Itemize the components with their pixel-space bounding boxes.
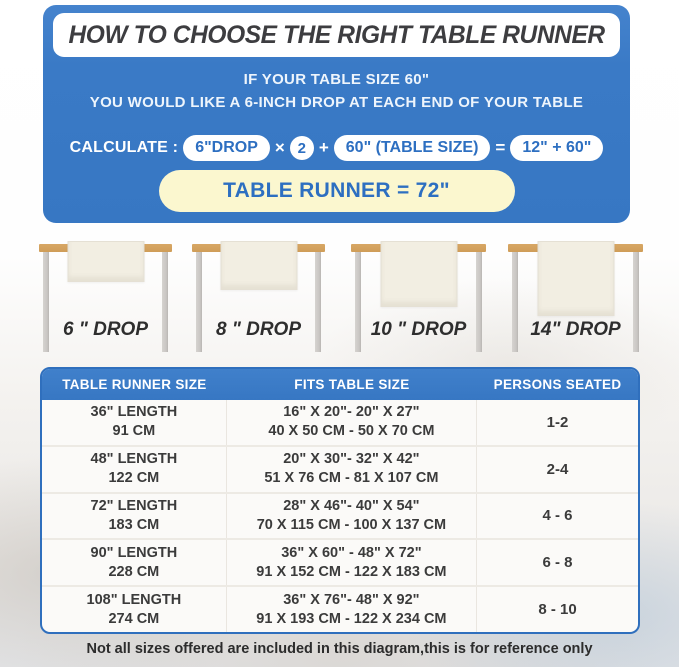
fits-size-in: 36" X 60" - 48" X 72" <box>281 544 422 561</box>
drop-label: 6 " DROP <box>62 319 149 340</box>
table-runner-cloth <box>537 241 614 316</box>
fits-size-in: 36" X 76"- 48" X 92" <box>283 591 420 608</box>
table-size-pill: 60" (TABLE SIZE) <box>334 135 491 161</box>
runner-size-in: 90" LENGTH <box>90 544 178 561</box>
runner-size-in: 72" LENGTH <box>90 497 178 514</box>
table-row <box>42 492 638 539</box>
runner-size-cm: 274 CM <box>108 610 160 627</box>
sum-result-pill: 12" + 60" <box>510 135 603 161</box>
persons-seated: 1-2 <box>546 413 569 431</box>
table-figure-14-drop <box>508 241 643 363</box>
drop-label: 14" DROP <box>530 319 621 340</box>
fits-size-cm: 51 X 76 CM - 81 X 107 CM <box>264 470 439 487</box>
drop-label: 10 " DROP <box>370 319 467 340</box>
multiply-operator: × <box>274 138 285 157</box>
plus-operator: + <box>318 138 329 157</box>
intro-line-2: YOU WOULD LIKE A 6-INCH DROP AT EACH END OF YOUR TABLE <box>89 94 584 111</box>
fits-size-cm: 91 X 152 CM - 122 X 183 CM <box>256 563 447 580</box>
hero-panel <box>43 5 630 223</box>
table-row <box>42 400 638 445</box>
table-figure-6-drop <box>39 241 172 363</box>
table-runner-cloth <box>220 241 297 290</box>
page-title: HOW TO CHOOSE THE RIGHT TABLE RUNNER <box>68 20 605 49</box>
persons-seated: 4 - 6 <box>542 507 573 525</box>
column-header-runner-size: TABLE RUNNER SIZE <box>62 377 207 392</box>
fits-size-in: 16" X 20"- 20" X 27" <box>283 404 420 421</box>
title-banner <box>53 13 620 57</box>
factor-two-badge: 2 <box>290 136 314 160</box>
runner-size-in: 48" LENGTH <box>90 451 178 468</box>
fits-size-cm: 91 X 193 CM - 122 X 234 CM <box>256 610 447 627</box>
fits-size-cm: 40 X 50 CM - 50 X 70 CM <box>268 423 435 440</box>
size-reference-table <box>40 367 640 634</box>
table-row <box>42 585 638 632</box>
table-figure-10-drop <box>351 241 486 363</box>
runner-result-pill: TABLE RUNNER = 72" <box>159 170 515 212</box>
persons-seated: 2-4 <box>546 460 569 478</box>
runner-size-in: 36" LENGTH <box>90 404 178 421</box>
table-figure-8-drop <box>192 241 325 363</box>
drop-label: 8 " DROP <box>215 319 302 340</box>
calculate-label: CALCULATE : <box>69 139 179 156</box>
intro-line-1: IF YOUR TABLE SIZE 60" <box>243 71 430 88</box>
table-body <box>42 400 638 632</box>
table-row <box>42 445 638 492</box>
runner-size-cm: 228 CM <box>108 563 160 580</box>
persons-seated: 8 - 10 <box>538 601 577 619</box>
persons-seated: 6 - 8 <box>542 554 573 572</box>
runner-size-in: 108" LENGTH <box>86 591 182 608</box>
table-row <box>42 538 638 585</box>
table-header-row <box>42 369 638 400</box>
table-runner-cloth <box>67 241 144 282</box>
column-header-fits-table: FITS TABLE SIZE <box>294 377 410 392</box>
fits-size-in: 20" X 30"- 32" X 42" <box>283 451 420 468</box>
fits-size-cm: 70 X 115 CM - 100 X 137 CM <box>256 516 447 533</box>
drop-value-pill: 6"DROP <box>183 135 270 161</box>
reference-note: Not all sizes offered are included in this diagram,this is for reference only <box>86 641 593 657</box>
table-runner-cloth <box>380 241 457 307</box>
runner-size-cm: 91 CM <box>112 423 156 440</box>
equals-operator: = <box>495 138 506 157</box>
formula-row <box>43 135 630 161</box>
column-header-persons: PERSONS SEATED <box>493 377 622 392</box>
fits-size-in: 28" X 46"- 40" X 54" <box>283 497 420 514</box>
runner-size-cm: 122 CM <box>108 470 160 487</box>
runner-size-cm: 183 CM <box>108 516 160 533</box>
